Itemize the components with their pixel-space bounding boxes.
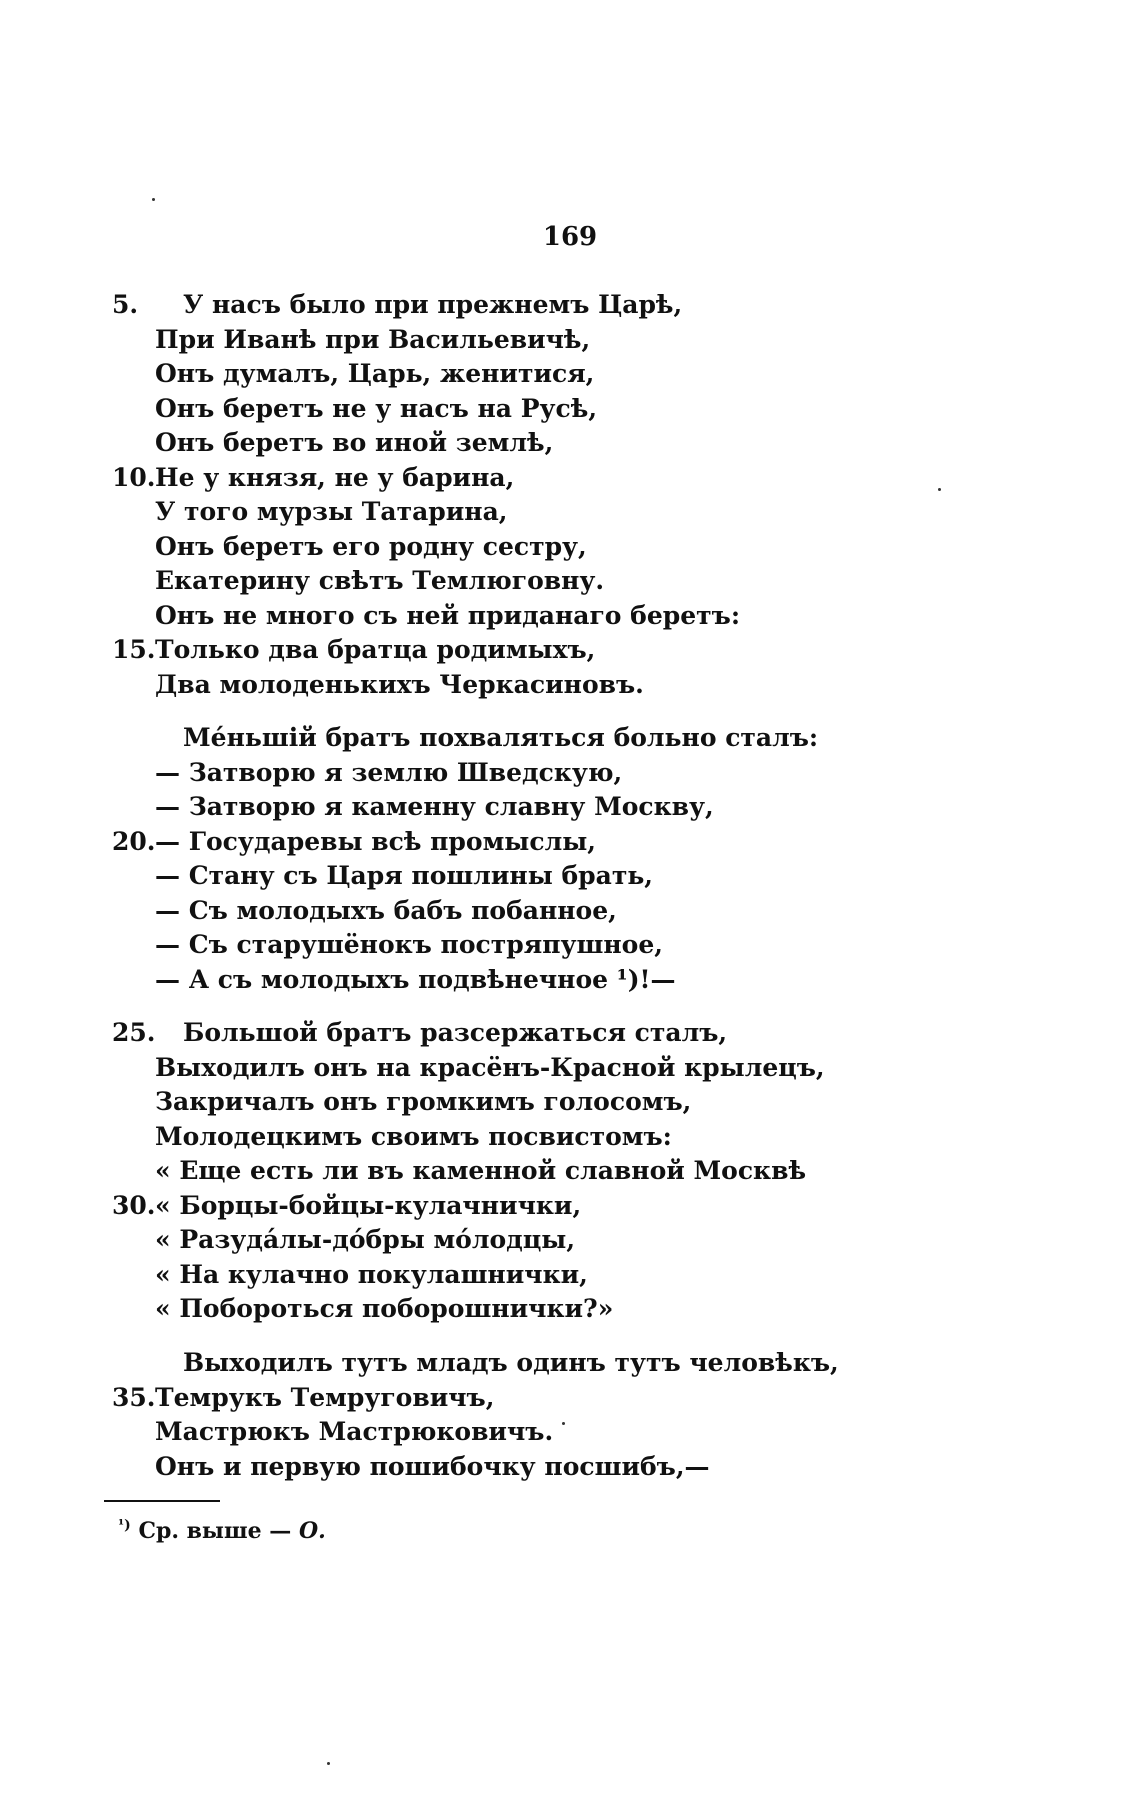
poem-line: [0, 1346, 1140, 1381]
poem-line: [0, 392, 1140, 427]
poem-line: [0, 859, 1140, 894]
line-text: Онъ думалъ, Царь, женитися,: [155, 359, 595, 388]
poem-line: [0, 564, 1140, 599]
line-text: Два молоденькихъ Черкасиновъ.: [155, 669, 644, 699]
poem-stanza: [0, 721, 1140, 997]
footnote-mark: ¹): [118, 1517, 131, 1534]
line-text: Онъ беретъ во иной землѣ,: [155, 428, 554, 457]
poem-line: [0, 1381, 1140, 1416]
line-text: Выходилъ онъ на красёнъ-Красной крылецъ,: [155, 1052, 825, 1082]
line-text: Екатерину свѣтъ Темлюговну.: [155, 566, 605, 595]
line-text: — Затворю я каменну славну Москву,: [155, 792, 714, 821]
footnote-text: Ср. выше —: [138, 1518, 292, 1544]
poem-line: [0, 721, 1140, 756]
poem-line: [0, 1415, 1140, 1450]
poem-line: [0, 323, 1140, 358]
line-text: — Государевы всѣ промыслы,: [155, 826, 596, 856]
poem-line: [0, 894, 1140, 929]
poem-stanza: [0, 1346, 1140, 1484]
line-number: 5.: [112, 290, 139, 319]
scan-speck: [562, 1422, 565, 1425]
line-text: « Побороться поборошнички?»: [155, 1294, 614, 1323]
line-number: 30.: [112, 1190, 156, 1220]
line-text: Онъ и первую пошибочку посшибъ,—: [155, 1451, 710, 1481]
poem-stanza: [0, 288, 1140, 702]
poem-line: [0, 1120, 1140, 1155]
poem-line: [0, 1450, 1140, 1485]
line-number: 25.: [112, 1018, 156, 1047]
line-text: У того мурзы Татарина,: [155, 497, 508, 526]
line-text: Закричалъ онъ громкимъ голосомъ,: [155, 1087, 692, 1116]
line-text: — Съ молодыхъ бабъ побанное,: [155, 895, 617, 925]
poem-line: [0, 790, 1140, 825]
poem-line: [0, 1189, 1140, 1224]
poem-line: [0, 928, 1140, 963]
scan-speck: [152, 198, 155, 201]
poem-line: [0, 495, 1140, 530]
poem-line: [0, 426, 1140, 461]
line-text: При Иванѣ при Васильевичѣ,: [155, 324, 591, 354]
line-text: — Затворю я землю Шведскую,: [155, 757, 623, 787]
poem-line: [0, 963, 1140, 998]
poem-line: [0, 1016, 1140, 1051]
poem-line: [0, 1051, 1140, 1086]
line-text: Темрукъ Темруговичъ,: [155, 1382, 495, 1412]
line-number: 35.: [112, 1382, 156, 1412]
poem-line: [0, 756, 1140, 791]
footnote-divider: [104, 1500, 220, 1502]
line-text: Выходилъ тутъ младъ одинъ тутъ человѣкъ,: [183, 1348, 839, 1377]
poem-line: [0, 461, 1140, 496]
line-text: « Борцы-бойцы-кулачнички,: [155, 1190, 582, 1220]
poem-line: [0, 1292, 1140, 1327]
line-text: « Разуда́лы-до́бры мо́лодцы,: [155, 1225, 576, 1254]
scan-speck: [938, 488, 941, 491]
footnote-reference: О.: [298, 1518, 326, 1544]
line-text: Не у князя, не у барина,: [155, 462, 515, 492]
footnote: [118, 1518, 326, 1544]
line-text: « На кулачно покулашнички,: [155, 1259, 588, 1289]
line-text: Молодецкимъ своимъ посвистомъ:: [155, 1121, 672, 1151]
line-text: У насъ было при прежнемъ Царѣ,: [183, 290, 683, 319]
line-text: — Стану съ Царя пошлины брать,: [155, 861, 653, 890]
line-number: 10.: [112, 462, 156, 492]
line-text: — А съ молодыхъ подвѣнечное ¹)!—: [155, 964, 676, 994]
line-text: Только два братца родимыхъ,: [155, 635, 596, 664]
line-text: Ме́ньшій братъ похваляться больно сталъ:: [183, 723, 819, 752]
page-number: 169: [542, 222, 598, 252]
poem-line: [0, 1258, 1140, 1293]
line-number: 15.: [112, 635, 156, 664]
poem-line: [0, 1154, 1140, 1189]
line-text: — Съ старушёнокъ постряпушное,: [155, 930, 663, 959]
line-text: Большой братъ разсержаться сталъ,: [183, 1018, 728, 1047]
poem-line: [0, 288, 1140, 323]
poem-line: [0, 1085, 1140, 1120]
line-text: Онъ беретъ не у насъ на Русѣ,: [155, 393, 598, 423]
poem-line: [0, 530, 1140, 565]
poem-stanza: [0, 1016, 1140, 1327]
poem-line: [0, 1223, 1140, 1258]
poem-line: [0, 357, 1140, 392]
line-text: « Еще есть ли въ каменной славной Москвѣ: [155, 1156, 807, 1185]
line-text: Онъ не много съ ней приданаго беретъ:: [155, 600, 741, 630]
poem-line: [0, 668, 1140, 703]
scan-speck: [327, 1762, 330, 1765]
poem-line: [0, 825, 1140, 860]
line-number: 20.: [112, 826, 156, 856]
poem-line: [0, 633, 1140, 668]
line-text: Онъ беретъ его родну сестру,: [155, 531, 587, 561]
line-text: Мастрюкъ Мастрюковичъ.: [155, 1417, 554, 1446]
poem-line: [0, 599, 1140, 634]
